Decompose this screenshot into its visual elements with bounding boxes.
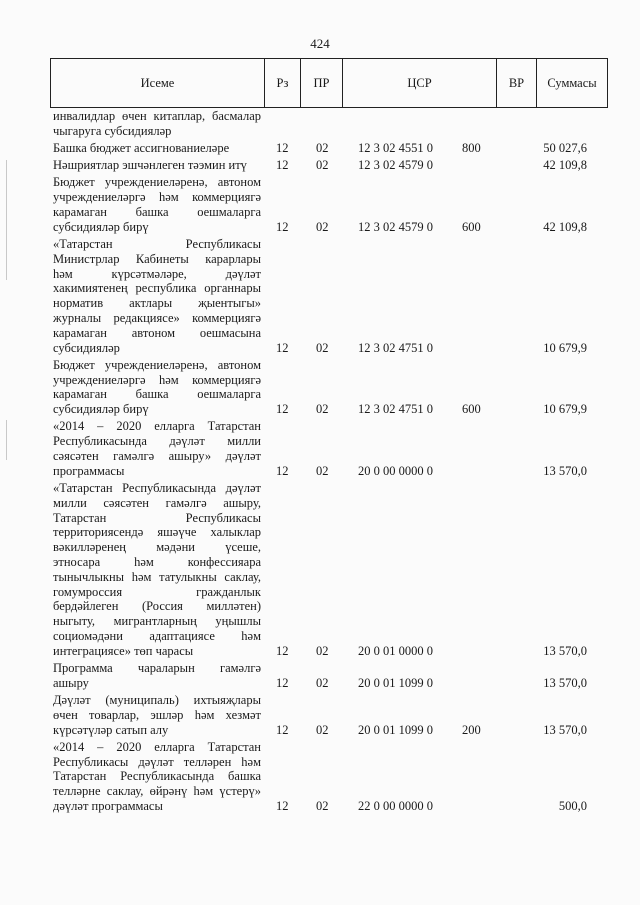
header-rz: Рз	[265, 59, 301, 107]
row-name-line: интеграциясе» төп чарасы	[53, 643, 194, 658]
row-name	[53, 693, 261, 737]
table-row	[0, 693, 640, 737]
table-row	[0, 158, 640, 173]
row-name-line: Татарстан Республикасында башка	[53, 769, 261, 784]
row-name-line: карамаган автоном оешмасына	[53, 325, 261, 340]
row-name-line: Бюджет учреждениеләренә, автоном	[53, 175, 261, 190]
row-name-line: субсидияләр бирү	[53, 219, 149, 234]
table-row	[0, 358, 640, 417]
row-name-line: территориясендә яшәүче халыклар	[53, 525, 261, 540]
row-vr: 200	[462, 722, 481, 737]
row-name	[53, 109, 261, 139]
row-name-line: Нәшриятлар эшчәнлеген тәэмин итү	[53, 158, 247, 173]
row-sum: 13 570,0	[543, 722, 587, 737]
row-name-line: сәясәтен гамәлгә ашыру» дәүләт	[53, 448, 261, 463]
row-name-line: бердәйлеген (Россия милләтен)	[53, 599, 261, 614]
row-name-line: күрсәтүләр сатып алу	[53, 722, 169, 737]
row-csr: 12 3 02 4751 0	[358, 402, 433, 417]
table-row	[0, 109, 640, 139]
row-csr: 12 3 02 4551 0	[358, 141, 433, 155]
row-csr: 20 0 01 1099 0	[358, 722, 433, 737]
row-rz: 12	[276, 463, 289, 478]
row-name-line: инвалидлар өчен китаплар, басмалар	[53, 109, 261, 123]
row-sum: 13 570,0	[543, 675, 587, 690]
row-name	[53, 237, 261, 355]
row-name	[53, 661, 261, 691]
row-name-line: вәкилләренең мәдәни үсеше,	[53, 540, 261, 555]
row-name-line: «Татарстан Республикасы	[53, 237, 261, 251]
row-name-line: Министрлар Кабинеты карарлары	[53, 251, 261, 266]
row-rz: 12	[276, 675, 289, 690]
row-csr: 12 3 02 4751 0	[358, 340, 433, 355]
row-sum: 13 570,0	[543, 643, 587, 658]
row-csr: 22 0 00 0000 0	[358, 798, 433, 813]
row-name-line: хакимиятенең республика органнары	[53, 281, 261, 296]
row-name-line: этносара һәм конфессияара	[53, 554, 261, 569]
row-vr: 600	[462, 219, 481, 234]
header-name: Исеме	[51, 59, 265, 107]
row-pr: 02	[316, 141, 329, 155]
row-name-line: субсидияләр	[53, 340, 120, 355]
row-sum: 42 109,8	[543, 158, 587, 173]
row-rz: 12	[276, 722, 289, 737]
row-pr: 02	[316, 158, 329, 173]
row-csr: 12 3 02 4579 0	[358, 158, 433, 173]
row-pr: 02	[316, 463, 329, 478]
table-row	[0, 661, 640, 691]
row-rz: 12	[276, 340, 289, 355]
row-name-line: учреждениеләргә һәм коммерциягә	[53, 372, 261, 387]
row-name-line: норматив актлары җыентыгы»	[53, 296, 261, 311]
page-number: 424	[310, 36, 330, 51]
row-rz: 12	[276, 402, 289, 417]
row-name-line: Татарстан Республикасы	[53, 510, 261, 525]
row-sum: 42 109,8	[543, 219, 587, 234]
row-rz: 12	[276, 158, 289, 173]
row-name-line: «2014 – 2020 елларга Татарстан	[53, 739, 261, 754]
row-vr: 800	[462, 141, 481, 155]
row-rz: 12	[276, 141, 289, 155]
table-row	[0, 481, 640, 659]
row-vr: 600	[462, 402, 481, 417]
row-name	[53, 141, 261, 156]
row-name-line: ашыру	[53, 675, 89, 690]
row-name-line: дәүләт программасы	[53, 798, 163, 813]
row-name-line: субсидияләр бирү	[53, 402, 149, 417]
row-pr: 02	[316, 643, 329, 658]
row-name	[53, 158, 261, 173]
header-pr: ПР	[301, 59, 343, 107]
row-name-line: Бюджет учреждениеләренә, автоном	[53, 357, 261, 372]
row-name-line: Республикасында дәүләт милли	[53, 434, 261, 449]
header-csr: ЦСР	[343, 59, 497, 107]
row-name-line: учреждениеләргә һәм коммерциягә	[53, 190, 261, 205]
row-name	[53, 740, 261, 814]
table-row	[0, 419, 640, 478]
row-name-line: өчен товарлар, эшләр һәм хезмәт	[53, 707, 261, 722]
table-header	[50, 58, 608, 108]
row-csr: 20 0 00 0000 0	[358, 463, 433, 478]
row-csr: 12 3 02 4579 0	[358, 219, 433, 234]
row-name	[53, 175, 261, 234]
row-sum: 10 679,9	[543, 340, 587, 355]
row-name-line: чыгаруга субсидияләр	[53, 123, 172, 138]
row-pr: 02	[316, 675, 329, 690]
row-sum: 500,0	[558, 798, 587, 813]
row-name-line: карамаган башка оешмаларга	[53, 387, 261, 402]
row-rz: 12	[276, 219, 289, 234]
row-csr: 20 0 01 0000 0	[358, 643, 433, 658]
row-name-line: журналы редакциясе» коммерциягә	[53, 310, 261, 325]
row-pr: 02	[316, 722, 329, 737]
row-name-line: милли сәясәтен гамәлгә ашыру,	[53, 495, 261, 510]
row-name	[53, 358, 261, 417]
row-name-line: Башка бюджет ассигнованиеләре	[53, 141, 230, 155]
row-pr: 02	[316, 340, 329, 355]
row-sum: 50 027,6	[543, 141, 587, 155]
row-name-line: программасы	[53, 463, 125, 478]
header-sum: Суммасы	[547, 76, 597, 90]
row-sum: 13 570,0	[543, 463, 587, 478]
row-name-line: һәм күрсәтмәләре, дәүләт	[53, 266, 261, 281]
row-name-line: «2014 – 2020 елларга Татарстан	[53, 419, 261, 434]
row-name-line: Республикасы дәүләт телләрен һәм	[53, 754, 261, 769]
table-row	[0, 175, 640, 234]
table-row	[0, 237, 640, 355]
header-vr: ВР	[497, 59, 537, 107]
row-name-line: ныгыту, мигрантларның уңышлы	[53, 614, 261, 629]
row-name-line: тынычлыкны һәм татулыкны саклау,	[53, 569, 261, 584]
row-sum: 10 679,9	[543, 402, 587, 417]
row-name-line: телләрне саклау, өйрәнү һәм үстерү»	[53, 784, 261, 799]
row-name-line: Программа чараларын гамәлгә	[53, 661, 261, 675]
row-name-line: карамаган башка оешмаларга	[53, 204, 261, 219]
table-row	[0, 141, 640, 156]
row-name-line: гомумроссия гражданлык	[53, 584, 261, 599]
row-name-line: социомәдәни адаптациясе һәм	[53, 628, 261, 643]
row-rz: 12	[276, 798, 289, 813]
row-csr: 20 0 01 1099 0	[358, 675, 433, 690]
row-name-line: «Татарстан Республикасында дәүләт	[53, 481, 261, 495]
row-pr: 02	[316, 402, 329, 417]
row-name	[53, 481, 261, 659]
row-pr: 02	[316, 798, 329, 813]
row-pr: 02	[316, 219, 329, 234]
table-row	[0, 740, 640, 814]
row-name	[53, 419, 261, 478]
row-name-line: Дәүләт (муниципаль) ихтыяҗлары	[53, 693, 261, 707]
row-rz: 12	[276, 643, 289, 658]
